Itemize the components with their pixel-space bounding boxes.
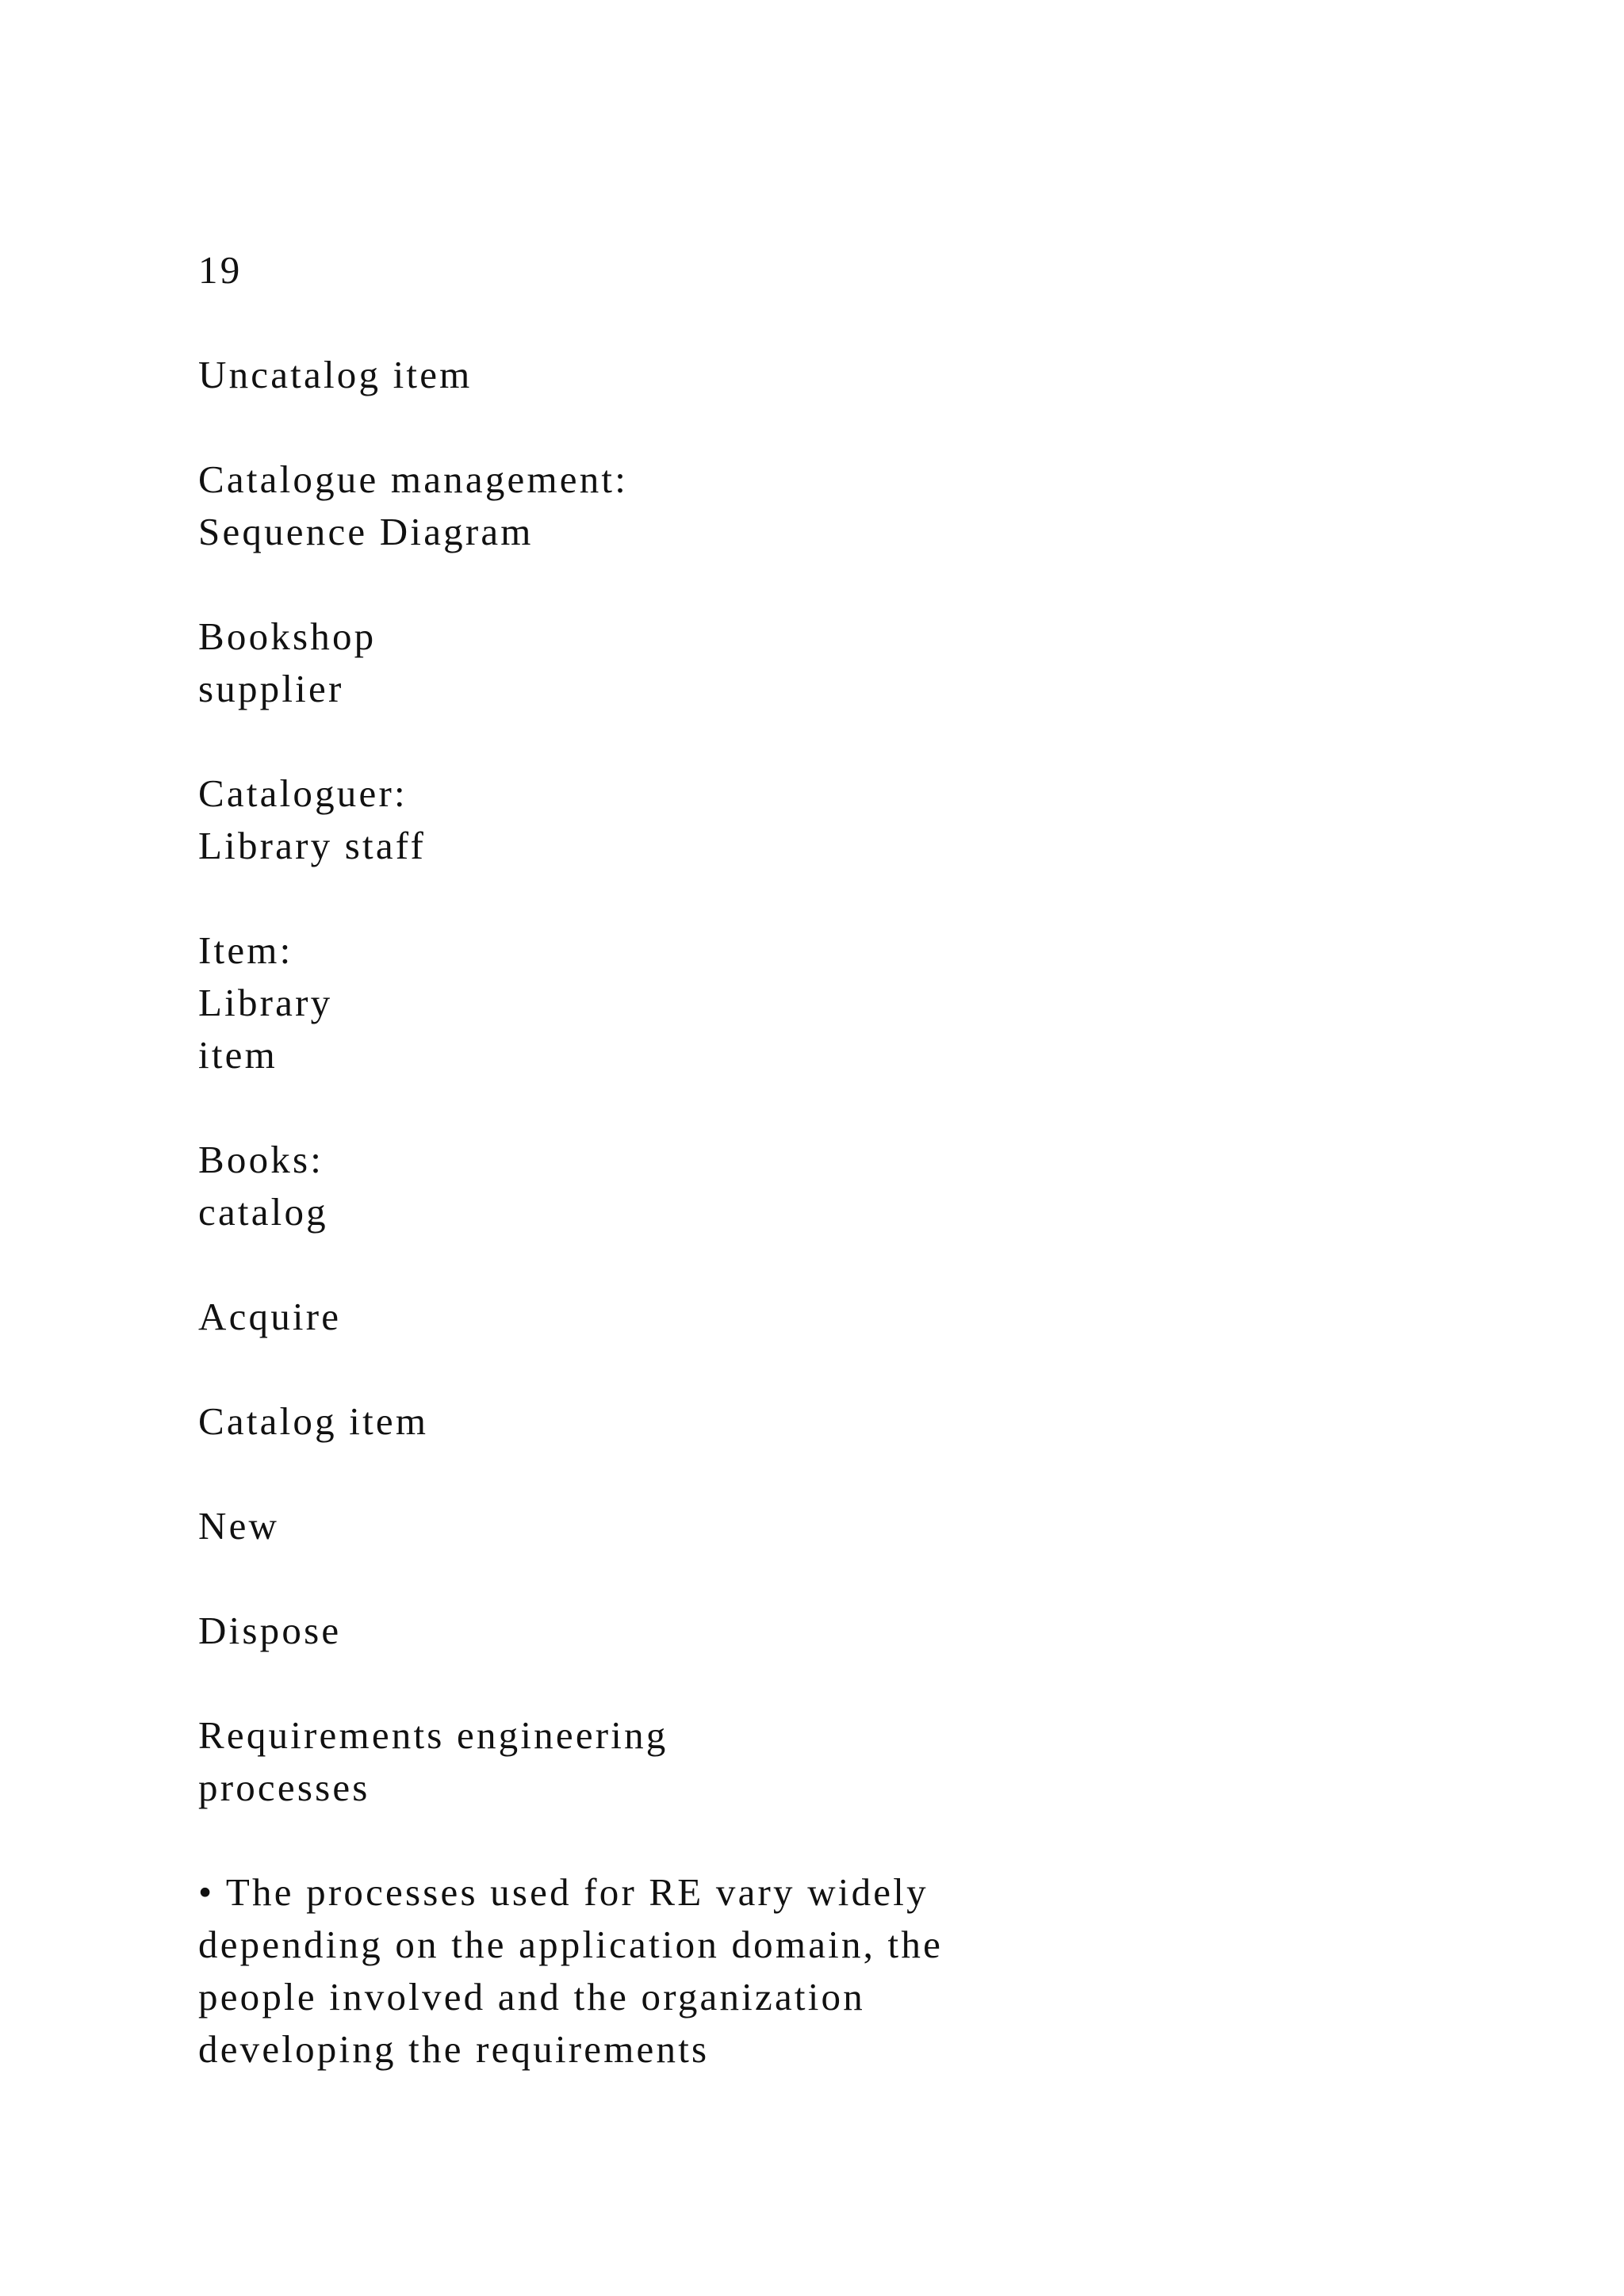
text-line: Sequence Diagram <box>198 510 534 553</box>
text-block-diagram-title <box>198 453 1419 558</box>
text-line: New <box>198 1504 280 1548</box>
text-line: Library staff <box>198 824 426 867</box>
text-line: item <box>198 1033 278 1077</box>
text-line: Item: <box>198 928 293 972</box>
section-heading-requirements-processes <box>198 1709 1419 1814</box>
text-line: supplier <box>198 667 344 710</box>
text-line: Catalogue management: <box>198 457 629 501</box>
page-number-text: 19 <box>198 248 243 292</box>
text-line: Books: <box>198 1138 324 1181</box>
text-line: Dispose <box>198 1609 342 1652</box>
text-block-uncatalog-item <box>198 349 1419 401</box>
text-block-cataloguer <box>198 767 1419 872</box>
text-line: Library <box>198 981 333 1024</box>
paragraph-line: • The processes used for RE vary widely <box>198 1870 929 1914</box>
page-number <box>198 244 1419 297</box>
text-line: Uncatalog item <box>198 353 473 396</box>
heading-line: Requirements engineering <box>198 1713 668 1757</box>
paragraph-line: depending on the application domain, the <box>198 1923 944 1966</box>
text-block-books-catalog <box>198 1134 1419 1238</box>
page-content <box>198 244 1419 2128</box>
text-line: catalog <box>198 1190 328 1234</box>
text-block-catalog-item <box>198 1395 1419 1448</box>
text-block-bookshop-supplier <box>198 610 1419 715</box>
text-block-dispose <box>198 1605 1419 1657</box>
paragraph-line: people involved and the organization <box>198 1975 865 2019</box>
text-line: Catalog item <box>198 1399 429 1443</box>
text-line: Bookshop <box>198 614 377 658</box>
text-line: Acquire <box>198 1295 342 1338</box>
heading-line: processes <box>198 1766 370 1809</box>
paragraph-line: developing the requirements <box>198 2027 710 2071</box>
text-block-new <box>198 1500 1419 1552</box>
bullet-paragraph <box>198 1866 1419 2076</box>
text-line: Cataloguer: <box>198 771 408 815</box>
text-block-library-item <box>198 924 1419 1081</box>
text-block-acquire <box>198 1291 1419 1343</box>
